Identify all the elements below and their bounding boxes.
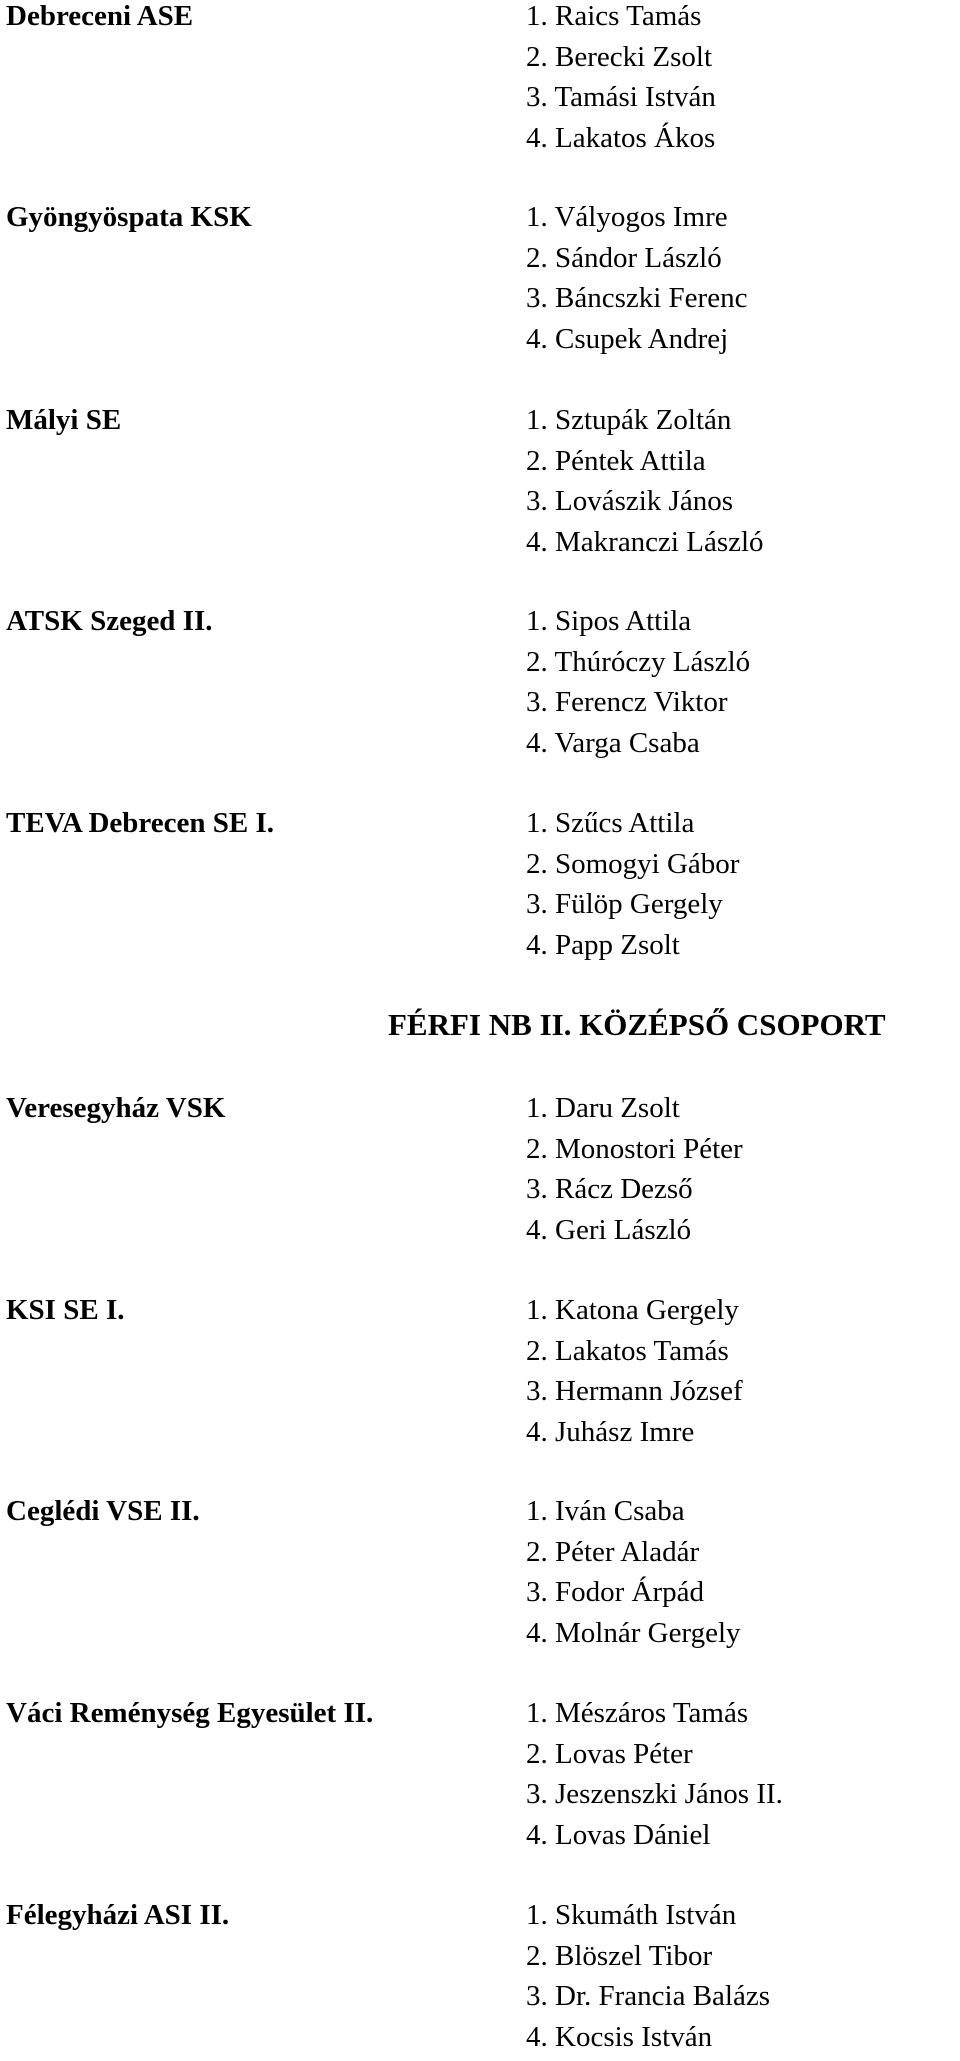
player-entry: 2. Somogyi Gábor	[526, 847, 740, 880]
player-list	[526, 601, 956, 763]
player-entry: 4. Juhász Imre	[526, 1415, 695, 1448]
section-heading: FÉRFI NB II. KÖZÉPSŐ CSOPORT	[388, 1007, 886, 1042]
player-entry: 1. Raics Tamás	[526, 0, 702, 32]
player-list	[526, 1693, 956, 1855]
player-entry: 3. Dr. Francia Balázs	[526, 1980, 771, 2012]
player-entry: 4. Csupek Andrej	[526, 322, 729, 355]
team-name: KSI SE I.	[6, 1294, 125, 1326]
team-name: Ceglédi VSE II.	[6, 1495, 200, 1527]
team-name: TEVA Debrecen SE I.	[6, 807, 275, 839]
player-entry: 3. Fodor Árpád	[526, 1576, 705, 1608]
team-name: Mályi SE	[6, 404, 122, 436]
player-entry: 2. Blöszel Tibor	[526, 1939, 713, 1972]
player-entry: 2. Berecki Zsolt	[526, 40, 713, 73]
player-list	[526, 1491, 956, 1653]
player-entry: 2. Sándor László	[526, 241, 722, 274]
player-entry: 3. Ferencz Viktor	[526, 686, 728, 718]
player-entry: 2. Monostori Péter	[526, 1132, 743, 1165]
player-entry: 4. Molnár Gergely	[526, 1616, 741, 1649]
team-name: Félegyházi ASI II.	[6, 1899, 230, 1931]
player-entry: 2. Péter Aladár	[526, 1535, 700, 1568]
team-name: Gyöngyöspata KSK	[6, 201, 252, 233]
player-entry: 2. Thúróczy László	[526, 645, 751, 678]
player-entry: 4. Lakatos Ákos	[526, 121, 716, 154]
player-entry: 4. Geri László	[526, 1213, 692, 1246]
player-list	[526, 1895, 956, 2057]
player-entry: 2. Lakatos Tamás	[526, 1334, 729, 1367]
player-entry: 3. Hermann József	[526, 1375, 743, 1407]
player-entry: 4. Varga Csaba	[526, 726, 700, 759]
team-name: Debreceni ASE	[6, 0, 194, 32]
player-entry: 1. Sipos Attila	[526, 605, 692, 637]
player-entry: 1. Daru Zsolt	[526, 1092, 680, 1124]
player-entry: 4. Kocsis István	[526, 2020, 713, 2053]
player-list	[526, 1088, 956, 1250]
player-entry: 4. Makranczi László	[526, 525, 764, 558]
player-entry: 3. Tamási István	[526, 81, 716, 113]
player-entry: 3. Lovászik János	[526, 485, 733, 517]
player-entry: 1. Vályogos Imre	[526, 201, 728, 233]
player-entry: 1. Szűcs Attila	[526, 807, 695, 839]
player-entry: 3. Báncszki Ferenc	[526, 282, 748, 314]
player-entry: 3. Jeszenszki János II.	[526, 1778, 783, 1810]
team-name: ATSK Szeged II.	[6, 605, 213, 637]
player-entry: 1. Katona Gergely	[526, 1294, 739, 1326]
player-list	[526, 1290, 956, 1452]
player-entry: 4. Papp Zsolt	[526, 928, 680, 961]
player-entry: 3. Rácz Dezső	[526, 1173, 693, 1205]
player-entry: 1. Mészáros Tamás	[526, 1697, 749, 1729]
player-entry: 4. Lovas Dániel	[526, 1818, 711, 1851]
player-list	[526, 400, 956, 562]
player-entry: 1. Sztupák Zoltán	[526, 404, 732, 436]
team-name: Veresegyház VSK	[6, 1092, 226, 1124]
team-name: Váci Reménység Egyesület II.	[6, 1697, 374, 1729]
player-entry: 1. Skumáth István	[526, 1899, 737, 1931]
player-entry: 1. Iván Csaba	[526, 1495, 685, 1527]
player-list	[526, 197, 956, 359]
player-entry: 3. Fülöp Gergely	[526, 888, 723, 920]
player-list	[526, 803, 956, 965]
player-entry: 2. Péntek Attila	[526, 444, 706, 477]
player-entry: 2. Lovas Péter	[526, 1737, 693, 1770]
player-list	[526, 0, 956, 158]
